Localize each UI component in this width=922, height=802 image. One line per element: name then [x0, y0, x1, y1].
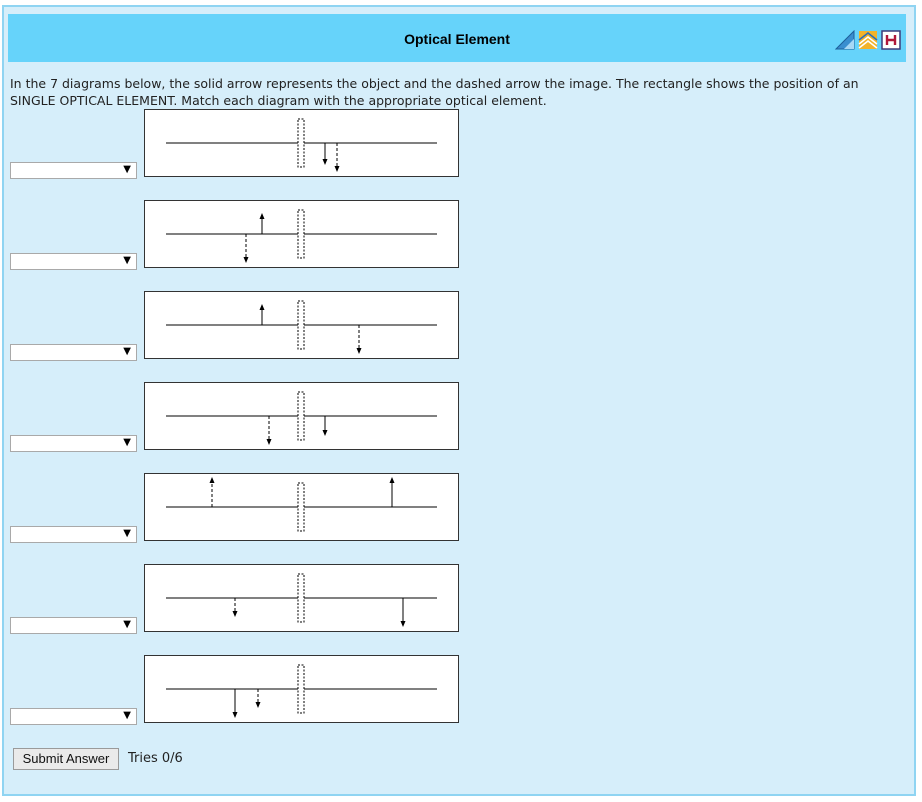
optical-element-select[interactable] — [10, 526, 137, 543]
diagram-row — [10, 109, 470, 179]
optics-diagram-svg — [145, 110, 458, 176]
header-toolbar — [835, 30, 901, 50]
image-arrow — [357, 325, 362, 354]
dropdown-arrow-icon: ▼ — [123, 710, 131, 721]
optics-diagram-svg — [145, 292, 458, 358]
image-arrow — [210, 477, 215, 507]
problem-header — [8, 14, 906, 62]
problem-title: Optical Element — [404, 31, 510, 47]
object-arrow — [260, 213, 265, 234]
optics-diagram — [144, 473, 459, 541]
optics-diagram-svg — [145, 383, 458, 449]
dropdown-arrow-icon: ▼ — [123, 528, 131, 539]
diagram-row — [10, 200, 470, 270]
diagram-row — [10, 291, 470, 361]
optical-element-rect — [298, 483, 304, 531]
tries-counter: Tries 0/6 — [128, 751, 183, 766]
image-arrow — [233, 598, 238, 617]
optics-diagram — [144, 655, 459, 723]
optics-diagram-svg — [145, 474, 458, 540]
optical-element-select[interactable] — [10, 162, 137, 179]
optical-element-rect — [298, 301, 304, 349]
image-arrow — [267, 416, 272, 445]
image-arrow — [256, 689, 261, 708]
optical-element-rect — [298, 574, 304, 622]
dropdown-arrow-icon: ▼ — [123, 619, 131, 630]
object-arrow — [390, 477, 395, 507]
optical-element-rect — [298, 392, 304, 440]
optical-element-rect — [298, 210, 304, 258]
dropdown-arrow-icon: ▼ — [123, 255, 131, 266]
dropdown-arrow-icon: ▼ — [123, 346, 131, 357]
dropdown-arrow-icon: ▼ — [123, 437, 131, 448]
optical-element-select[interactable] — [10, 253, 137, 270]
ruler-triangle-icon[interactable] — [835, 30, 855, 50]
help-h-icon[interactable] — [881, 30, 901, 50]
optics-diagram-svg — [145, 565, 458, 631]
object-arrow — [401, 598, 406, 627]
optics-diagram-svg — [145, 201, 458, 267]
optical-element-select[interactable] — [10, 435, 137, 452]
instructions-text: In the 7 diagrams below, the solid arrow represents the object and the dashed arrow the image. The rectangle shows the position of an SINGLE OPTICAL ELEMENT. Match each diagram with the appropriate optical element. — [10, 76, 859, 108]
optical-element-select[interactable] — [10, 708, 137, 725]
optics-diagram — [144, 291, 459, 359]
diagram-row — [10, 655, 470, 725]
diagram-row — [10, 564, 470, 634]
dropdown-arrow-icon: ▼ — [123, 164, 131, 175]
object-arrow — [233, 689, 238, 718]
optics-diagram-svg — [145, 656, 458, 722]
object-arrow — [260, 304, 265, 325]
sun-rays-icon[interactable] — [858, 30, 878, 50]
object-arrow — [323, 416, 328, 436]
optics-diagram — [144, 382, 459, 450]
image-arrow — [244, 234, 249, 263]
optical-element-select[interactable] — [10, 617, 137, 634]
optics-diagram — [144, 564, 459, 632]
optical-element-rect — [298, 665, 304, 713]
object-arrow — [323, 143, 328, 165]
optical-element-select[interactable] — [10, 344, 137, 361]
submit-answer-button[interactable]: Submit Answer — [13, 748, 119, 770]
diagram-row — [10, 473, 470, 543]
diagram-row — [10, 382, 470, 452]
optics-diagram — [144, 109, 459, 177]
optical-element-rect — [298, 119, 304, 167]
optics-diagram — [144, 200, 459, 268]
image-arrow — [335, 143, 340, 172]
